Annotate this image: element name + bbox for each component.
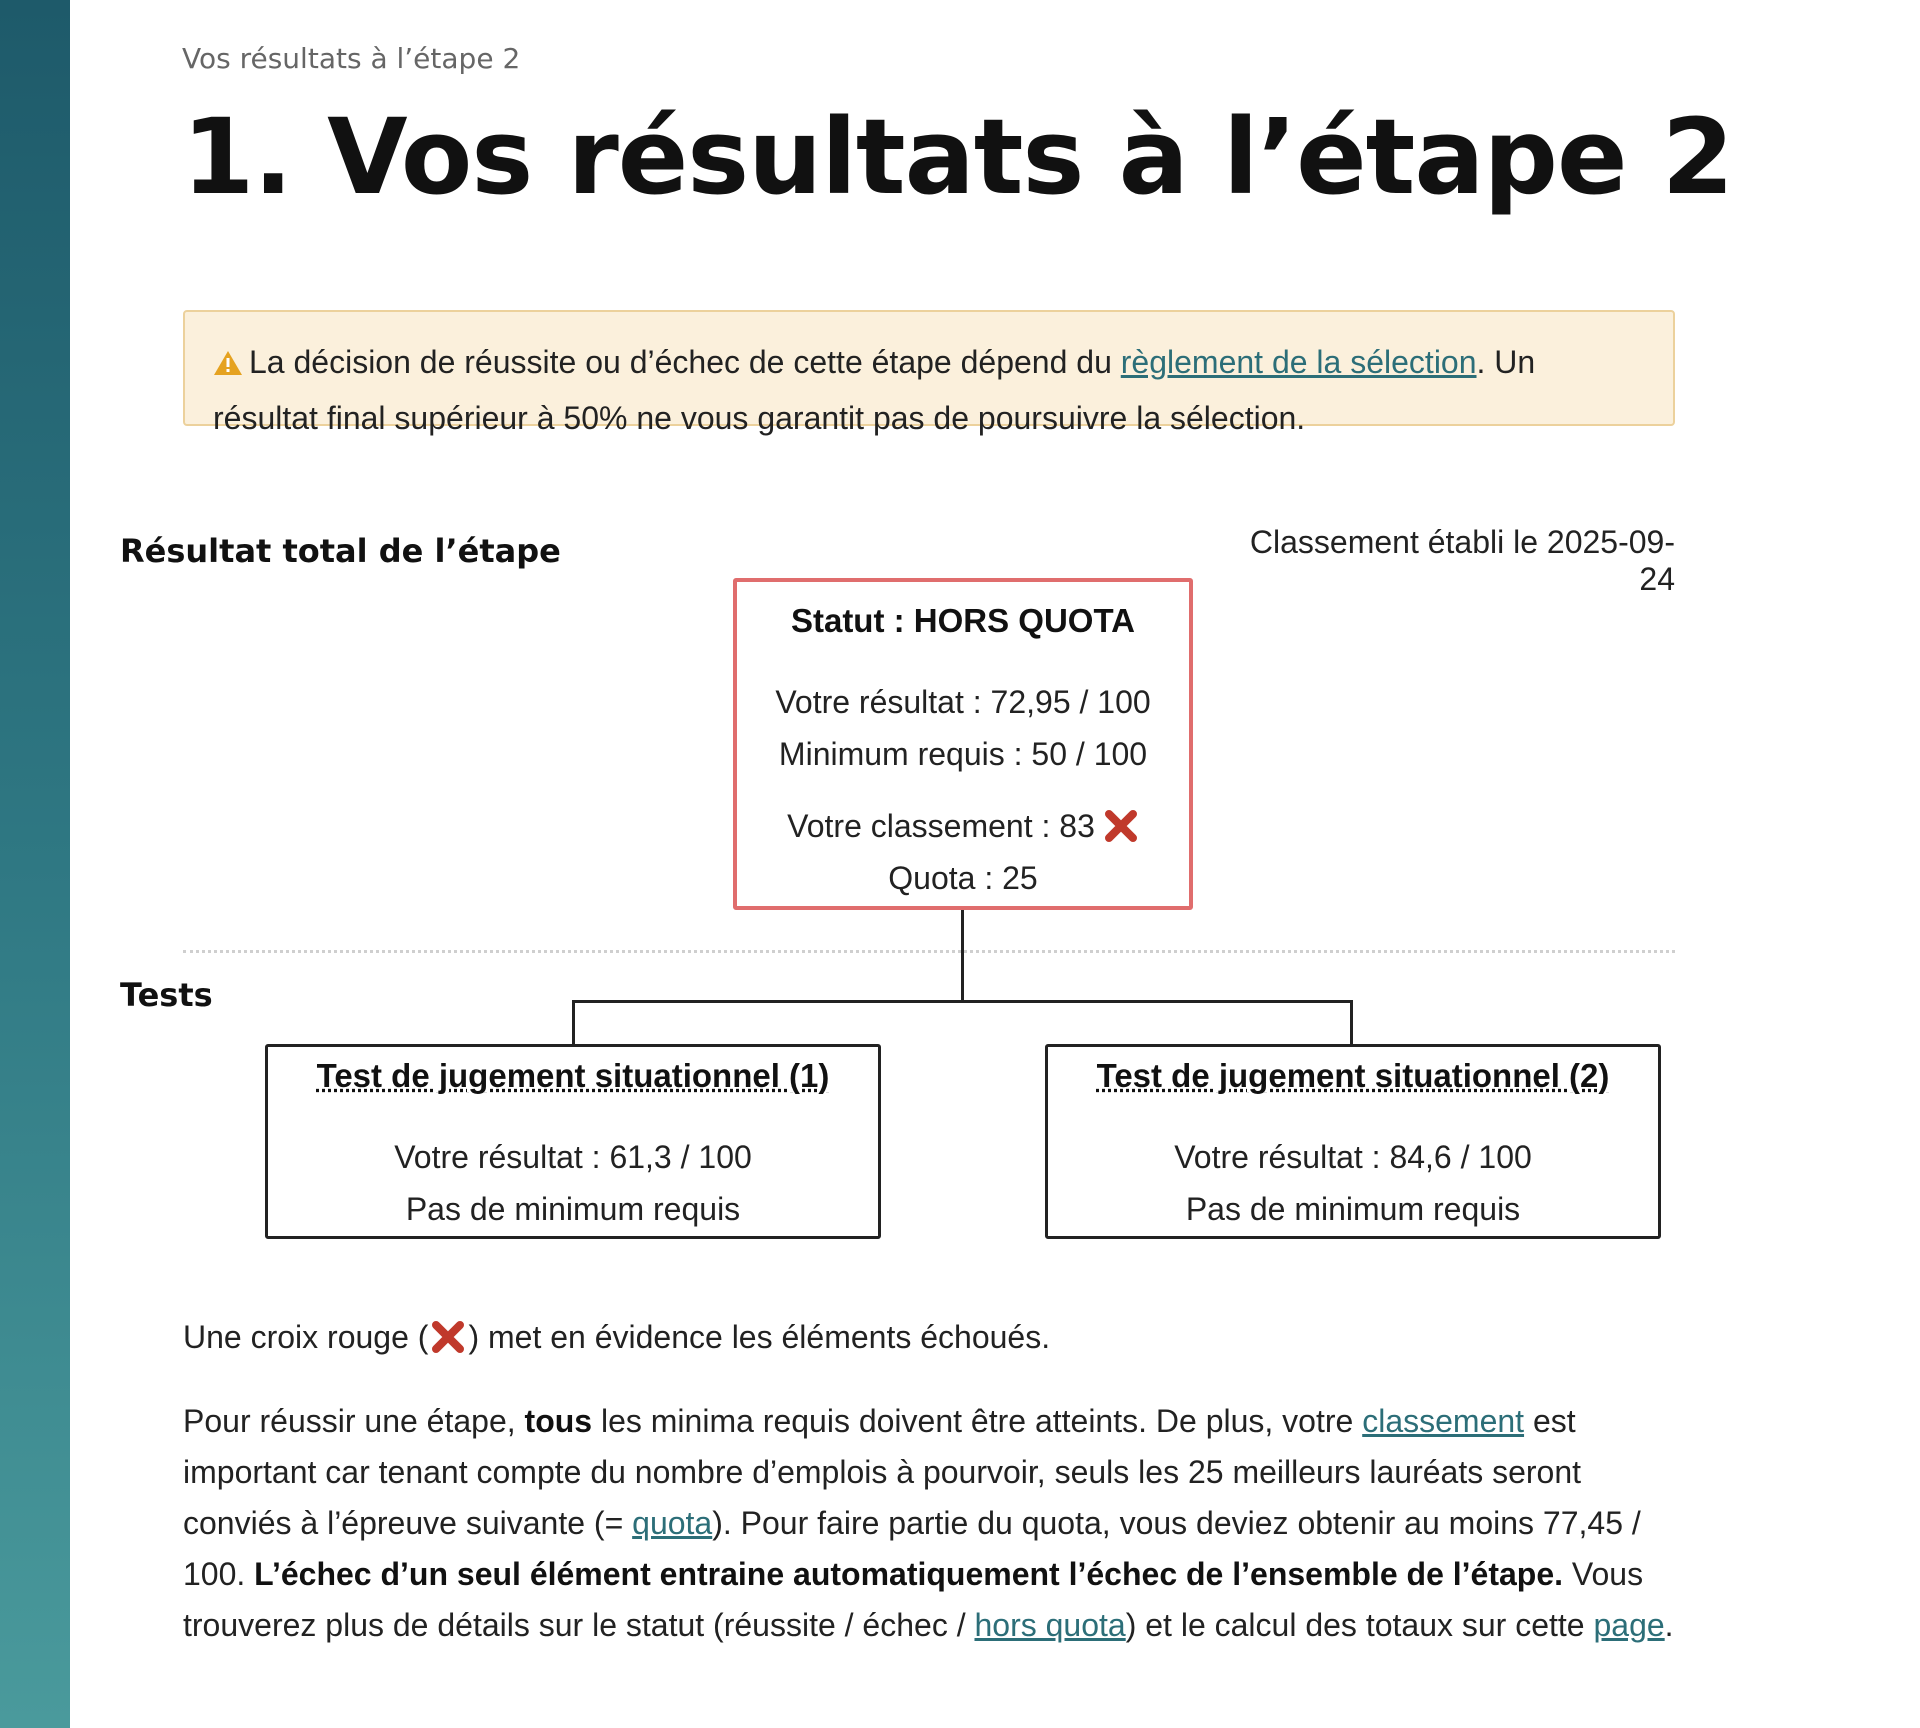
explanation-text: Vous trouverez plus de détails sur le statut (réussite / échec /: [183, 1556, 1644, 1643]
tests-label: Tests: [120, 976, 213, 1014]
legend-before: Une croix rouge (: [183, 1319, 429, 1355]
total-ranking-row: [737, 808, 1189, 851]
red-cross-icon: [430, 1318, 466, 1369]
quota-link[interactable]: quota: [632, 1505, 713, 1541]
explanation-text: ). Pour faire partie du quota, vous deviez obtenir au moins 77,45 / 100.: [183, 1505, 1641, 1592]
explanation-text: .: [1664, 1607, 1674, 1643]
section-divider: [183, 950, 1675, 953]
explanation-text: les minima requis doivent être atteints. De plus, votre: [592, 1403, 1363, 1439]
cross-legend: [183, 1312, 1683, 1369]
total-ranking: Votre classement : 83: [787, 808, 1095, 844]
warning-triangle-icon: [213, 340, 243, 392]
test-result: Votre résultat : 61,3 / 100: [394, 1139, 752, 1175]
total-result-label: Résultat total de l’étape: [120, 532, 561, 570]
test-title[interactable]: Test de jugement situationnel (1): [316, 1057, 830, 1094]
tree-connector-left: [572, 1000, 575, 1045]
explanation-bold: tous: [524, 1403, 593, 1439]
sidebar-accent: [0, 0, 70, 1728]
status-box: [733, 578, 1193, 910]
test-box-1[interactable]: [265, 1044, 881, 1239]
selection-rules-link[interactable]: règlement de la sélection: [1120, 344, 1477, 380]
breadcrumb[interactable]: Vos résultats à l’étape 2: [182, 42, 521, 75]
test-title[interactable]: Test de jugement situationnel (2): [1096, 1057, 1610, 1094]
total-minimum: Minimum requis : 50 / 100: [778, 736, 1148, 772]
explanation-text: est important car tenant compte du nombre d’emplois à pourvoir, seuls les 25 meilleurs lauréats seront conviés à l’épreuve suivante (=: [183, 1403, 1582, 1541]
hors-quota-link[interactable]: hors quota: [974, 1607, 1126, 1643]
test-minimum: Pas de minimum requis: [405, 1191, 741, 1227]
test-box-2[interactable]: [1045, 1044, 1661, 1239]
page-title: 1. Vos résultats à l’étape 2: [182, 96, 1734, 218]
test-minimum: Pas de minimum requis: [1185, 1191, 1521, 1227]
ranking-date: Classement établi le 2025-09-24: [1249, 524, 1675, 597]
legend-after: ) met en évidence les éléments échoués.: [468, 1319, 1051, 1355]
explanation-bold: L’échec d’un seul élément entraine automatiquement l’échec de l’ensemble de l’étape.: [254, 1556, 1564, 1592]
tree-connector-right: [1350, 1000, 1353, 1045]
total-quota: Quota : 25: [888, 860, 1038, 896]
warning-alert: [183, 310, 1675, 436]
test-result: Votre résultat : 84,6 / 100: [1174, 1139, 1532, 1175]
explanation-paragraph: [183, 1396, 1683, 1651]
alert-text-before: La décision de réussite ou d’échec de cette étape dépend du: [249, 344, 1121, 380]
classement-link[interactable]: classement: [1362, 1403, 1525, 1439]
explanation-text: Pour réussir une étape,: [183, 1403, 525, 1439]
red-cross-icon: [1103, 809, 1139, 851]
explanation-text: ) et le calcul des totaux sur cette: [1125, 1607, 1594, 1643]
status-title: Statut : HORS QUOTA: [790, 602, 1136, 639]
main-content: [70, 0, 1920, 1728]
alert-text-after: . Un résultat final supérieur à 50% ne vous garantit pas de poursuivre la sélection.: [213, 344, 1536, 436]
tree-connector-vertical: [961, 910, 964, 1002]
total-result: Votre résultat : 72,95 / 100: [775, 684, 1151, 720]
details-page-link[interactable]: page: [1593, 1607, 1665, 1643]
tree-connector-horizontal: [572, 1000, 1353, 1003]
